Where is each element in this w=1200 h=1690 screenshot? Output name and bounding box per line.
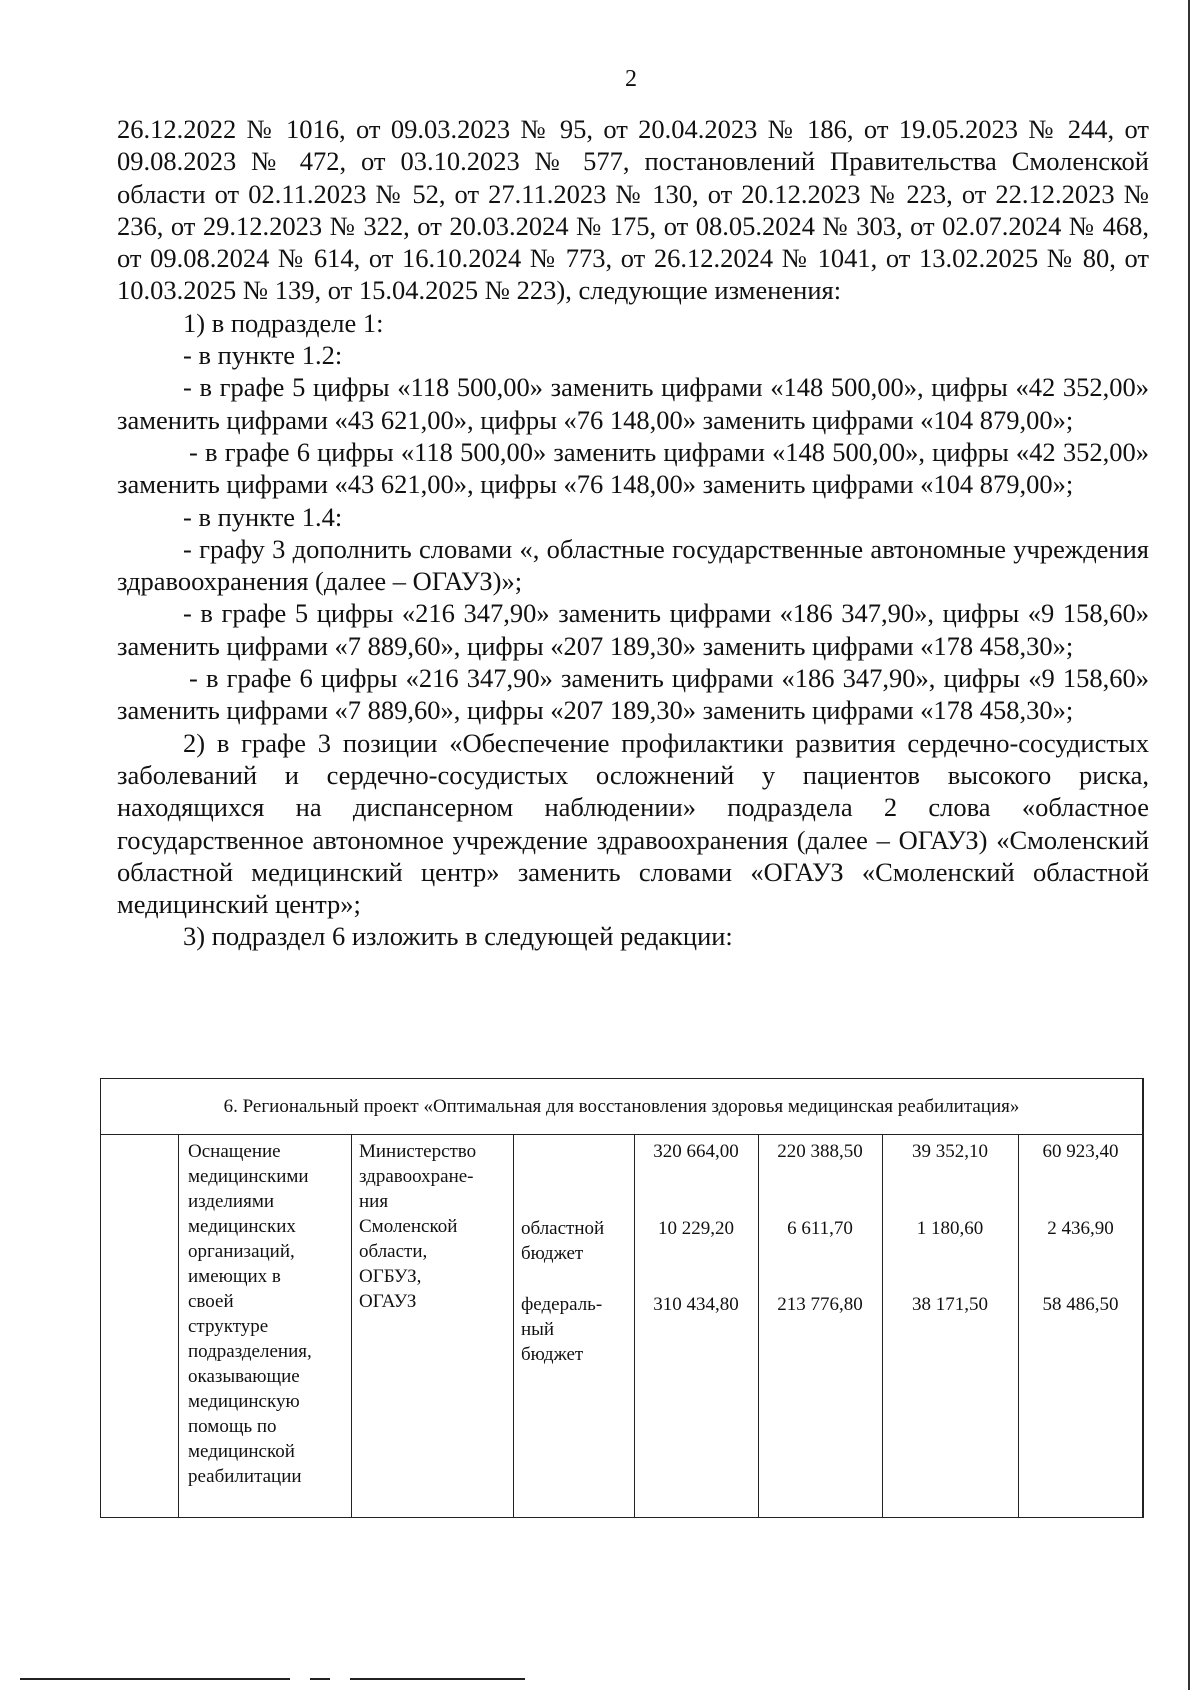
cell-federal-year-3: 58 486,50 bbox=[1042, 1294, 1119, 1315]
footer-scan-line bbox=[350, 1678, 525, 1680]
paragraph-item-1: 1) в подразделе 1: bbox=[183, 307, 384, 338]
cell-total-year-3: 60 923,40 bbox=[1042, 1141, 1119, 1162]
paragraph-column-6-changes-1-4: - в графе 6 цифры «216 347,90» заменить цифрами «186 347,90», цифры «9 158,60» заменить цифрами «7 889,60», цифры «207 189,30» заменить цифрами «178 458,30»; bbox=[117, 663, 1149, 726]
project-table bbox=[100, 1078, 1144, 1518]
paragraph-amendments-list: 26.12.2022 № 1016, от 09.03.2023 № 95, от 20.04.2023 № 186, от 19.05.2023 № 244, от 09.08.2023 № 472, от 03.10.2023 № 577, постановлений Правительства Смоленской области от 02.11.2023 № 52, от 27.11.2023 № 130, от 20.12.2023 № 223, от 22.12.2023 № 236, от 29.12.2023 № 322, от 20.03.2024 № 175, от 08.05.2024 № 303, от 02.07.2024 № 468, от 09.08.2024 № 614, от 16.10.2024 № 773, от 26.12.2024 № 1041, от 13.02.2025 № 80, от 10.03.2025 № 139, от 15.04.2025 № 223), следующие изменения: bbox=[117, 114, 1149, 306]
cell-regional-year-2: 1 180,60 bbox=[916, 1218, 984, 1239]
cell-total-amount: 320 664,00 bbox=[653, 1141, 739, 1162]
paragraph-column-3-addition: - графу 3 дополнить словами «, областные государственные автономные учреждения здравоохранения (далее – ОГАУЗ)»; bbox=[117, 533, 1149, 597]
cell-event-name: Оснащение медицинскими изделиями медицинских организаций, имеющих в своей структуре подразделения, оказывающие медицинскую помощь по медицинской реабилитации bbox=[188, 1141, 312, 1487]
table-caption: 6. Региональный проект «Оптимальная для восстановления здоровья медицинская реабилитация» bbox=[101, 1079, 1142, 1135]
cell-total-year-1: 220 388,50 bbox=[777, 1141, 863, 1162]
table-divider bbox=[351, 1135, 352, 1517]
table-divider bbox=[1018, 1135, 1019, 1517]
cell-regional-year-3: 2 436,90 bbox=[1047, 1218, 1114, 1239]
cell-federal-year-2: 38 171,50 bbox=[912, 1294, 988, 1315]
page-number: 2 bbox=[625, 66, 637, 92]
paragraph-column-5-changes-1-4: - в графе 5 цифры «216 347,90» заменить цифрами «186 347,90», цифры «9 158,60» заменить цифрами «7 889,60», цифры «207 189,30» заменить цифрами «178 458,30»; bbox=[117, 598, 1149, 661]
paragraph-point-1-4: - в пункте 1.4: bbox=[183, 501, 343, 532]
paragraph-point-1-2: - в пункте 1.2: bbox=[183, 340, 343, 371]
footer-scan-line bbox=[20, 1678, 290, 1680]
paragraph-column-5-changes: - в графе 5 цифры «118 500,00» заменить цифрами «148 500,00», цифры «42 352,00» заменить цифрами «43 621,00», цифры «76 148,00» заменить цифрами «104 879,00»; bbox=[117, 372, 1149, 435]
paragraph-item-2: 2) в графе 3 позиции «Обеспечение профилактики развития сердечно-сосудистых заболеваний и сердечно-сосудистых осложнений у пациентов высокого риска, находящихся на диспансерном наблюдении» подраздела 2 слова «областное государственное автономное учреждение здравоохранения (далее – ОГАУЗ) «Смоленский областной медицинский центр» заменить словами «ОГАУЗ «Смоленский областной медицинский центр»; bbox=[117, 727, 1149, 920]
paragraph-item-3: 3) подраздел 6 изложить в следующей редакции: bbox=[183, 921, 733, 952]
table-divider bbox=[634, 1135, 635, 1517]
cell-regional-year-1: 6 611,70 bbox=[787, 1218, 853, 1239]
table-divider bbox=[513, 1135, 514, 1517]
cell-regional-amount: 10 229,20 bbox=[658, 1218, 734, 1239]
table-divider bbox=[758, 1135, 759, 1517]
cell-executor: Министерство здравоохране- ния Смоленской области, ОГБУЗ, ОГАУЗ bbox=[359, 1141, 477, 1312]
page-right-border bbox=[1188, 0, 1190, 1690]
cell-source-regional: областной бюджет bbox=[521, 1218, 605, 1264]
document-body bbox=[117, 113, 1149, 953]
cell-source-federal: федераль- ный бюджет bbox=[521, 1294, 603, 1365]
cell-federal-amount: 310 434,80 bbox=[653, 1294, 739, 1315]
cell-total-year-2: 39 352,10 bbox=[912, 1141, 988, 1162]
table-divider bbox=[882, 1135, 883, 1517]
paragraph-column-6-changes: - в графе 6 цифры «118 500,00» заменить цифрами «148 500,00», цифры «42 352,00» заменить цифрами «43 621,00», цифры «76 148,00» заменить цифрами «104 879,00»; bbox=[117, 436, 1149, 500]
cell-federal-year-1: 213 776,80 bbox=[777, 1294, 863, 1315]
footer-scan-line bbox=[310, 1678, 330, 1680]
table-divider bbox=[178, 1135, 179, 1517]
